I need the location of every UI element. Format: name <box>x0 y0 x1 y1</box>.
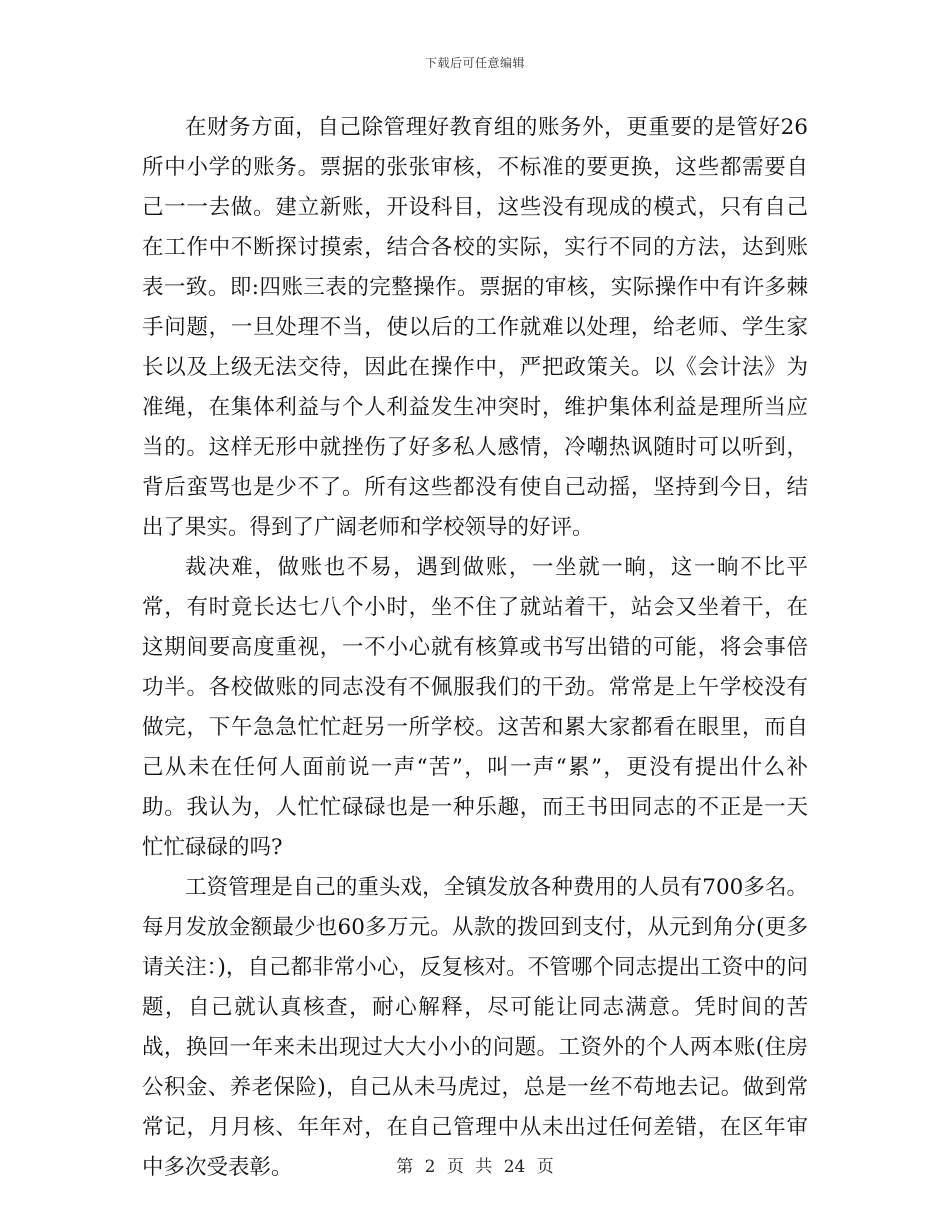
paragraph-finance: 在财务方面，自己除管理好教育组的账务外，更重要的是管好26所中小学的账务。票据的张张审核，不标准的要更换，这些都需要自己一一去做。建立新账，开设科目，这些没有现成的模式，只有自己在工作中不断探讨摸索，结合各校的实际，实行不同的方法，达到账表一致。即:四账三表的完整操作。票据的审核，实际操作中有许多棘手问题，一旦处理不当，使以后的工作就难以处理，给老师、学生家长以及上级无法交待，因此在操作中，严把政策关。以《会计法》为准绳，在集体利益与个人利益发生冲突时，维护集体利益是理所当应当的。这样无形中就挫伤了好多私人感情，冷嘲热讽随时可以听到，背后蛮骂也是少不了。所有这些都没有使自己动摇，坚持到今日，结出了果实。得到了广阔老师和学校领导的好评。 <box>142 115 808 540</box>
paragraph-bookkeeping: 裁决难，做账也不易，遇到做账，一坐就一晌，这一晌不比平常，有时竟长达七八个小时，坐不住了就站着干，站会又坐着干，在这期间要高度重视，一不小心就有核算或书写出错的可能，将会事倍功半。各校做账的同志没有不佩服我们的干劲。常常是上午学校没有做完，下午急急忙忙赶另一所学校。这苦和累大家都看在眼里，而自己从未在任何人面前说一声“苦”，叫一声“累”，更没有提出什么补助。我认为，人忙忙碌碌也是一种乐趣，而王书田同志的不正是一天忙忙碌碌的吗? <box>142 555 808 860</box>
page-header: 下载后可任意编辑 <box>424 56 525 70</box>
page-number: 第 2 页 共 24 页 <box>396 1157 554 1177</box>
paragraph-payroll: 工资管理是自己的重头戏，全镇发放各种费用的人员有700多名。每月发放金额最少也60多万元。从款的拨回到支付，从元到角分(更多请关注：)，自己都非常小心，反复核对。不管哪个同志提出工资中的问题，自己就认真核查，耐心解释，尽可能让同志满意。凭时间的苦战，换回一年来未出现过大大小小的问题。工资外的个人两本账(住房公积金、养老保险)，自己从未马虎过，总是一丝不苟地去记。做到常常记，月月核、年年对，在自己管理中从未出过任何差错，在区年审中多次受表彰。 <box>142 875 808 1180</box>
document-body <box>142 108 808 1188</box>
